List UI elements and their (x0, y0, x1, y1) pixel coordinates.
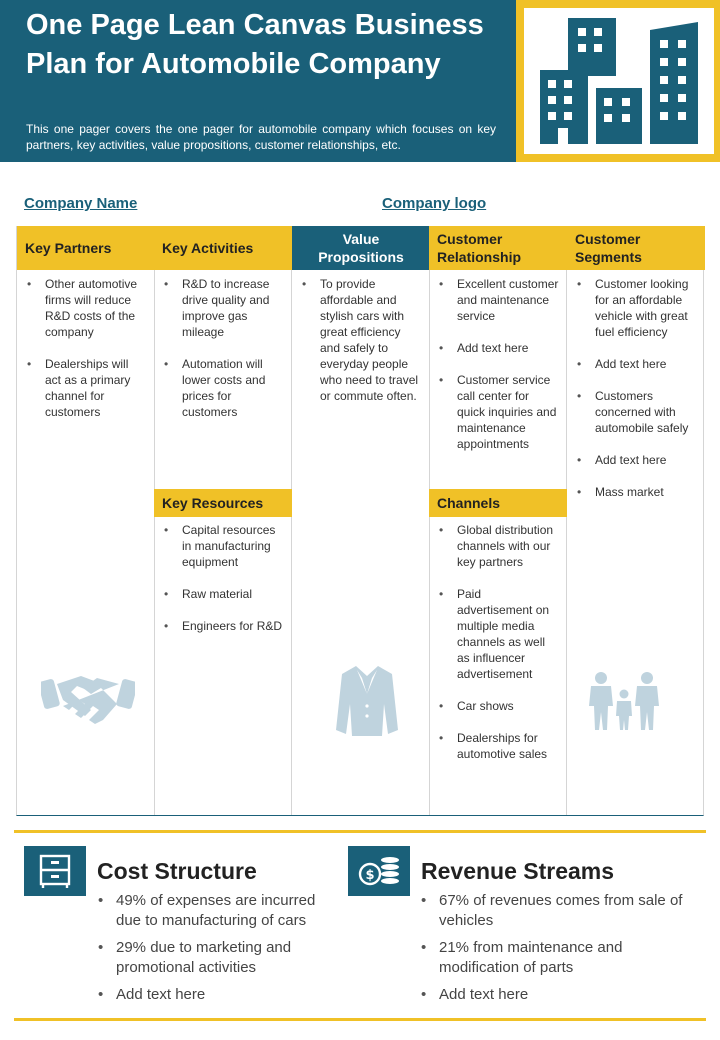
page-title: One Page Lean Canvas Business Plan for Automobile Company (26, 9, 484, 80)
svg-text:$: $ (365, 868, 375, 883)
list-item: • Add text here (439, 340, 559, 356)
divider-bottom (14, 1018, 706, 1021)
list-item: • Raw material (164, 586, 284, 602)
list-item: • To provide affordable and stylish cars with great efficiency and safely to everyday people who need to travel or commute often. (302, 276, 422, 404)
list-item: • Paid advertisement on multiple media channels as well as influencer advertisement (439, 586, 559, 682)
list-item: • Customers concerned with automobile safely (577, 388, 697, 436)
lean-canvas-grid (16, 226, 704, 816)
key-activities-list (154, 276, 292, 436)
list-item: • 67% of revenues comes from sale of vehicles (421, 891, 696, 931)
list-item: • Add text here (577, 356, 697, 372)
value-propositions-list (292, 276, 430, 420)
list-item: • Add text here (98, 985, 338, 1005)
key-activities-header: Key Activities (154, 226, 292, 270)
cabinet-icon (24, 846, 86, 896)
list-item: • Customer looking for an affordable vehicle with great fuel efficiency (577, 276, 697, 340)
customer-relationship-header: Customer Relationship (429, 226, 567, 270)
page-subtitle: This one pager covers the one pager for automobile company which focuses on key partners, key activities, value propositions, customer relationships, etc. (26, 122, 496, 152)
customer-relationship-list (429, 276, 567, 468)
list-item: • Excellent customer and maintenance service (439, 276, 559, 324)
list-item: • Add text here (577, 452, 697, 468)
company-logo-label: Company logo (382, 195, 487, 212)
list-item: • Global distribution channels with our key partners (439, 522, 559, 570)
revenue-streams-list (421, 891, 696, 1012)
cost-structure-title: Cost Structure (97, 858, 257, 884)
list-item: • 21% from maintenance and modification of parts (421, 938, 696, 978)
company-name-label: Company Name (24, 195, 138, 212)
family-icon (587, 672, 661, 730)
list-item: • Capital resources in manufacturing equipment (164, 522, 284, 570)
suit-jacket-icon (334, 664, 400, 738)
list-item: • Car shows (439, 698, 559, 714)
revenue-streams-title: Revenue Streams (421, 858, 615, 884)
value-propositions-header: Value Propositions (292, 226, 430, 270)
key-partners-header: Key Partners (17, 226, 155, 270)
list-item: • 29% due to marketing and promotional activities (98, 938, 338, 978)
coins-dollar-icon (348, 846, 410, 896)
handshake-icon (41, 670, 135, 730)
customer-segments-header: Customer Segments (567, 226, 705, 270)
customer-segments-list (567, 276, 705, 516)
value-propositions-column (292, 226, 430, 815)
list-item: • Dealerships will act as a primary channel for customers (27, 356, 147, 420)
list-item: • R&D to increase drive quality and improve gas mileage (164, 276, 284, 340)
list-item: • Dealerships for automotive sales (439, 730, 559, 762)
customer-relationship-column (429, 226, 567, 815)
key-partners-list (17, 276, 155, 436)
list-item: • Mass market (577, 484, 697, 500)
divider-top (14, 830, 706, 833)
buildings-icon (524, 8, 714, 154)
list-item: • 49% of expenses are incurred due to manufacturing of cars (98, 891, 338, 931)
key-resources-header: Key Resources (154, 489, 292, 517)
list-item: • Customer service call center for quick inquiries and maintenance appointments (439, 372, 559, 452)
cost-structure-list (98, 891, 338, 1012)
list-item: • Other automotive firms will reduce R&D costs of the company (27, 276, 147, 340)
key-partners-column (17, 226, 155, 815)
customer-segments-column (567, 226, 705, 815)
key-activities-column (154, 226, 292, 815)
channels-list (429, 522, 567, 778)
channels-header: Channels (429, 489, 567, 517)
list-item: • Add text here (421, 985, 696, 1005)
key-resources-list (154, 522, 292, 650)
list-item: • Engineers for R&D (164, 618, 284, 634)
list-item: • Automation will lower costs and prices for customers (164, 356, 284, 420)
